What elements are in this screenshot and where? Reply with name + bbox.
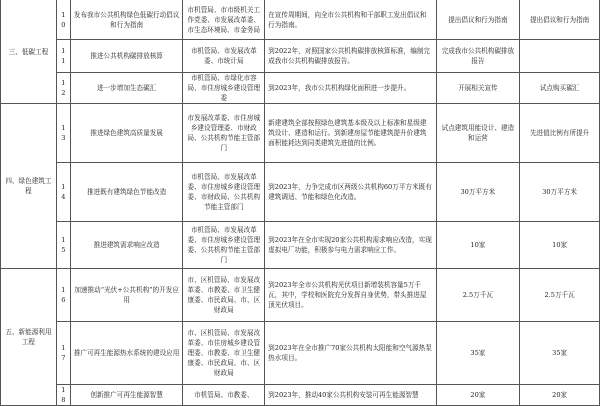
row-number: 12	[56, 73, 70, 104]
task-name: 创新推广可再生能源智慧	[70, 385, 183, 406]
task-name: 推广可再生能源热水系统的建设应用	[70, 322, 183, 385]
target-b: 30万平方米	[520, 163, 600, 222]
row-number: 15	[56, 222, 70, 269]
task-name: 推进公共机构碳排放核算	[70, 40, 183, 73]
responsible-unit: 市机管局、市发展改革委、市住房城乡建设管理委、公共机构节能主管部门	[183, 222, 265, 269]
task-name: 推进既有建筑绿色节能改造	[70, 163, 183, 222]
task-content: 到2022年，对照国家公共机构碳排放核算标准，编制完成我市公共机构碳排放报告。	[265, 40, 436, 73]
target-a: 提出倡议和行为指南	[436, 0, 520, 40]
task-content: 到2023年全市公共机构光伏项目新增装机容量5万千瓦，其中，学校和医院充分发挥自身优势，带头推进屋顶光伏项目。	[265, 269, 436, 322]
table-row	[1, 269, 600, 322]
row-number: 13	[56, 104, 70, 163]
table-row	[1, 73, 600, 104]
task-content: 到2023年在全市实现20家公共机构需求响应改造，实现虚拟电厂功能，积极参与电力需求响应工作。	[265, 222, 436, 269]
table-row	[1, 40, 600, 73]
row-number: 18	[56, 385, 70, 406]
table-row	[1, 222, 600, 269]
category-cell: 五、新能源利用工程	[1, 269, 57, 406]
target-b: 35家	[520, 322, 600, 385]
responsible-unit: 市机管局、市发展改革委、市住房城乡建设管理委、市财政局、公共机构节能主管部门	[183, 163, 265, 222]
target-a: 30万平方米	[436, 163, 520, 222]
target-b: 10家	[520, 222, 600, 269]
table-row	[1, 385, 600, 406]
task-content: 到2023年，力争完成市区两级公共机构60万平方米既有建筑调适、节能和绿色化改造。	[265, 163, 436, 222]
target-a: 开展相关宣传	[436, 73, 520, 104]
target-a: 2.5万千瓦	[436, 269, 520, 322]
target-b: 提出倡议和行为指南	[520, 0, 600, 40]
category-cell: 三、低碳工程	[1, 0, 57, 104]
responsible-unit: 市、区机管局、市发展改革委、市住房城乡建设管理委、市教委、市卫生健康委、市民政局、市、区财政局	[183, 322, 265, 385]
task-content: 新建建筑全部按照绿色建筑基本级及以上标准和星级建筑设计、建造和运行。到新建房屋节能建筑提升价建筑面积能耗达到同类建筑先进值的比例。	[265, 104, 436, 163]
table-row	[1, 104, 600, 163]
responsible-unit: 市、区机管局、市发展改革委、市教委、市卫生健康委、市民政局、市、区财政局	[183, 269, 265, 322]
row-number: 16	[56, 269, 70, 322]
task-name: 推进绿色建筑高质量发展	[70, 104, 183, 163]
table-row	[1, 0, 600, 40]
task-content: 到2023年在全市推广70家公共机构太阳能和空气源热泵热水项目。	[265, 322, 436, 385]
table-row	[1, 163, 600, 222]
target-b: 先进值比例有所提升	[520, 104, 600, 163]
target-a: 20家	[436, 385, 520, 406]
target-a: 完成我市公共机构碳排放报告	[436, 40, 520, 73]
responsible-unit: 市机管局、市教委、	[183, 385, 265, 406]
row-number: 14	[56, 163, 70, 222]
task-name: 加速推动“光伏+公共机构”的开发应用	[70, 269, 183, 322]
responsible-unit: 市机管局、市发展改革委、市统计局	[183, 40, 265, 73]
row-number: 17	[56, 322, 70, 385]
table-row	[1, 322, 600, 385]
task-content: 到2023年，我市公共机构绿化面积进一步提升。	[265, 73, 436, 104]
target-b: 20家	[520, 385, 600, 406]
task-name: 发布我市公共机构绿色低碳行动倡议和行为指南	[70, 0, 183, 40]
target-b	[520, 40, 600, 73]
target-b: 2.5万千瓦	[520, 269, 600, 322]
responsible-unit: 市发展改革委、市住房城乡建设管理委、市财政局、公共机构节能主管部门	[183, 104, 265, 163]
row-number: 10	[56, 0, 70, 40]
task-name: 推进建筑需求响应改造	[70, 222, 183, 269]
row-number: 11	[56, 40, 70, 73]
responsible-unit: 市机管局、市市级机关工作党委、市发展改革委、市生态环境局、市金务局	[183, 0, 265, 40]
target-a: 35家	[436, 322, 520, 385]
target-a: 试点建筑用能设计、建造和运营	[436, 104, 520, 163]
task-content: 在宣传周期间，向全市公共机构和干部职工发出倡议和行为指南。	[265, 0, 436, 40]
task-name: 进一步增加生态碳汇	[70, 73, 183, 104]
task-content: 到2023年，推动40家公共机构安装可再生能源智慧	[265, 385, 436, 406]
target-a: 10家	[436, 222, 520, 269]
target-b: 试点购买碳汇	[520, 73, 600, 104]
category-cell: 四、绿色建筑工程	[1, 104, 57, 269]
responsible-unit: 市机管局、市绿化市容局、市住房城乡建设管理委	[183, 73, 265, 104]
